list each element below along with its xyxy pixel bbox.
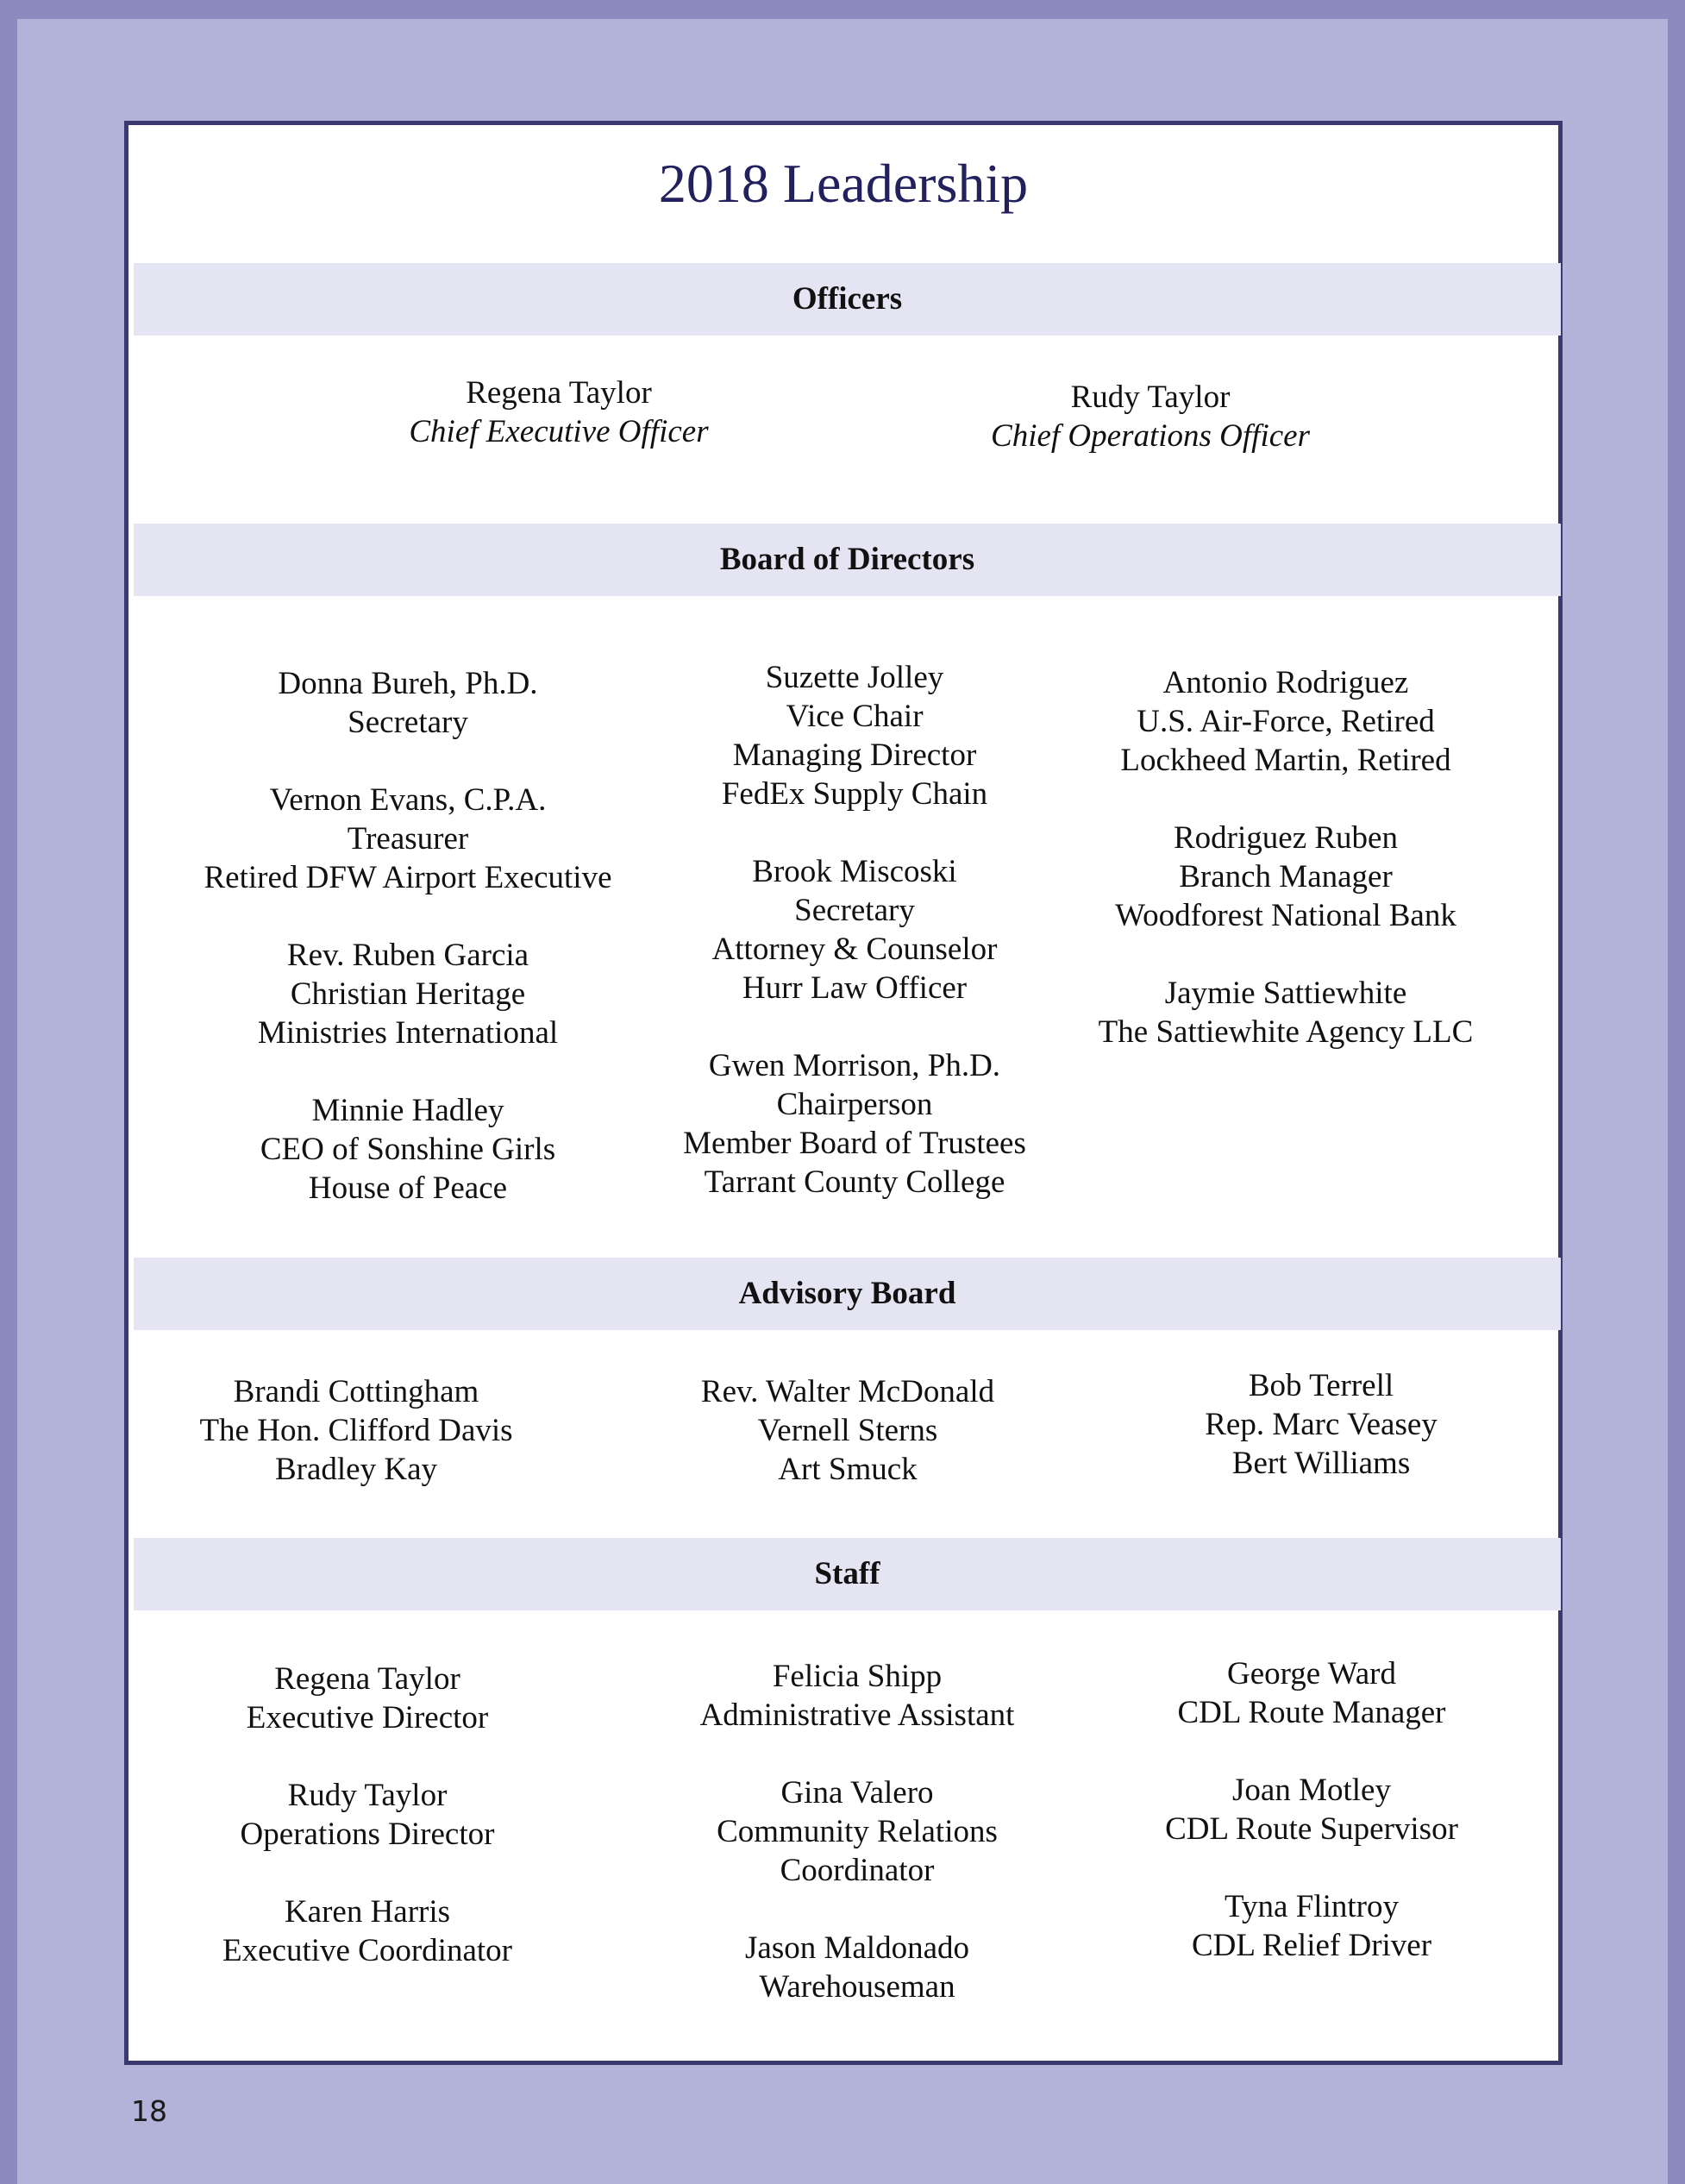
person-name: Felicia Shipp — [772, 1659, 943, 1694]
person-role: Chief Operations Officer — [991, 418, 1310, 454]
advisory-heading: Advisory Board — [134, 1258, 1561, 1330]
advisory-column-3 — [1205, 1366, 1438, 1483]
person-name: Antonio Rodriguez — [1162, 665, 1409, 700]
board-entry — [683, 658, 1026, 813]
board-entry — [204, 664, 611, 742]
board-column-3 — [1099, 663, 1474, 1051]
leadership-card — [124, 121, 1563, 2065]
person-role: Lockheed Martin, Retired — [1120, 743, 1451, 778]
board-column-2 — [683, 658, 1026, 1202]
person-role: Ministries International — [257, 1015, 559, 1051]
staff-entry — [222, 1892, 512, 1970]
board-entry — [204, 781, 611, 897]
staff-heading: Staff — [134, 1538, 1561, 1610]
board-heading: Board of Directors — [134, 524, 1561, 596]
board-entry — [204, 936, 611, 1052]
person-name: Brandi Cottingham — [233, 1374, 479, 1409]
staff-entry — [222, 1660, 512, 1737]
person-name: Karen Harris — [284, 1894, 451, 1930]
person-name: Rudy Taylor — [1070, 380, 1231, 415]
staff-entry — [700, 1657, 1015, 1735]
person-role: Secretary — [348, 705, 468, 740]
person-name: Joan Motley — [1232, 1773, 1391, 1808]
advisory-entry — [701, 1372, 994, 1489]
page-title: 2018 Leadership — [658, 153, 1029, 214]
person-role: Warehouseman — [759, 1969, 955, 2005]
staff-column-2 — [700, 1657, 1015, 2006]
person-name: Tyna Flintroy — [1225, 1889, 1399, 1924]
person-name: Regena Taylor — [274, 1661, 460, 1697]
board-entry — [683, 852, 1026, 1007]
person-role: CDL Route Manager — [1177, 1695, 1446, 1730]
advisory-entry — [1205, 1366, 1438, 1483]
person-role: Executive Director — [246, 1700, 489, 1735]
person-name: Rudy Taylor — [287, 1778, 448, 1813]
person-role: Secretary — [794, 893, 915, 928]
person-name: Donna Bureh, Ph.D. — [278, 666, 538, 701]
person-role: The Sattiewhite Agency LLC — [1098, 1014, 1474, 1050]
officers-heading: Officers — [134, 263, 1561, 336]
staff-entry — [700, 1773, 1015, 1890]
page-number: 18 — [131, 2094, 167, 2128]
staff-entry — [1165, 1771, 1458, 1848]
staff-entry — [1165, 1887, 1458, 1965]
person-role: Woodforest National Bank — [1115, 898, 1456, 933]
person-role: The Hon. Clifford Davis — [199, 1413, 513, 1448]
person-role: U.S. Air-Force, Retired — [1137, 704, 1435, 739]
board-entry — [1099, 663, 1474, 780]
board-entry — [1099, 974, 1474, 1051]
person-name: Gwen Morrison, Ph.D. — [708, 1048, 1001, 1083]
staff-entry — [1165, 1654, 1458, 1732]
person-role: Attorney & Counselor — [711, 932, 998, 967]
person-role: Community Relations — [717, 1814, 998, 1849]
person-role: Vernell Sterns — [757, 1413, 938, 1448]
person-role: FedEx Supply Chain — [721, 776, 988, 812]
person-role: Chief Executive Officer — [409, 414, 709, 449]
advisory-column-2 — [701, 1372, 994, 1489]
person-role: Coordinator — [780, 1853, 935, 1888]
person-role: Bert Williams — [1231, 1446, 1411, 1481]
person-name: Brook Miscoski — [752, 854, 957, 889]
person-name: Jaymie Sattiewhite — [1164, 976, 1407, 1011]
person-name: Jason Maldonado — [744, 1930, 969, 1966]
person-name: Rev. Ruben Garcia — [286, 938, 529, 973]
person-role: Operations Director — [240, 1817, 495, 1852]
person-role: CDL Relief Driver — [1191, 1928, 1432, 1963]
person-role: Member Board of Trustees — [683, 1126, 1026, 1161]
person-role: Bradley Kay — [274, 1452, 438, 1487]
person-role: Rep. Marc Veasey — [1205, 1407, 1438, 1442]
person-name: Rodriguez Ruben — [1174, 820, 1398, 856]
officers-column-1 — [409, 373, 708, 451]
officers-entry — [409, 373, 708, 451]
advisory-column-1 — [199, 1372, 512, 1489]
officers-entry — [991, 378, 1310, 455]
board-entry — [683, 1046, 1026, 1202]
person-name: Gina Valero — [780, 1775, 934, 1811]
person-role: Administrative Assistant — [699, 1698, 1015, 1733]
person-role: Tarrant County College — [704, 1164, 1005, 1200]
person-role: Hurr Law Officer — [742, 970, 968, 1006]
person-role: Executive Coordinator — [222, 1933, 512, 1968]
staff-column-3 — [1165, 1654, 1458, 1965]
person-name: George Ward — [1226, 1656, 1396, 1691]
person-role: Managing Director — [732, 737, 977, 773]
person-role: CDL Route Supervisor — [1165, 1811, 1458, 1847]
person-role: Chairperson — [776, 1087, 933, 1122]
person-name: Rev. Walter McDonald — [700, 1374, 995, 1409]
person-role: Vice Chair — [786, 699, 924, 734]
person-role: Christian Heritage — [290, 976, 526, 1012]
person-name: Minnie Hadley — [311, 1093, 504, 1128]
board-entry — [1099, 819, 1474, 935]
person-role: Branch Manager — [1179, 859, 1393, 894]
officers-column-2 — [991, 378, 1310, 455]
person-role: Art Smuck — [778, 1452, 918, 1487]
person-role: House of Peace — [308, 1170, 508, 1206]
person-role: CEO of Sonshine Girls — [260, 1132, 556, 1167]
staff-column-1 — [222, 1660, 512, 1970]
person-role: Treasurer — [347, 821, 469, 857]
advisory-entry — [199, 1372, 512, 1489]
board-column-1 — [204, 664, 611, 1208]
staff-entry — [700, 1929, 1015, 2006]
person-name: Regena Taylor — [466, 375, 652, 411]
board-entry — [204, 1091, 611, 1208]
person-role: Retired DFW Airport Executive — [204, 860, 612, 895]
staff-entry — [222, 1776, 512, 1854]
person-name: Suzette Jolley — [765, 660, 944, 695]
person-name: Bob Terrell — [1248, 1368, 1394, 1403]
person-name: Vernon Evans, C.P.A. — [269, 782, 547, 818]
